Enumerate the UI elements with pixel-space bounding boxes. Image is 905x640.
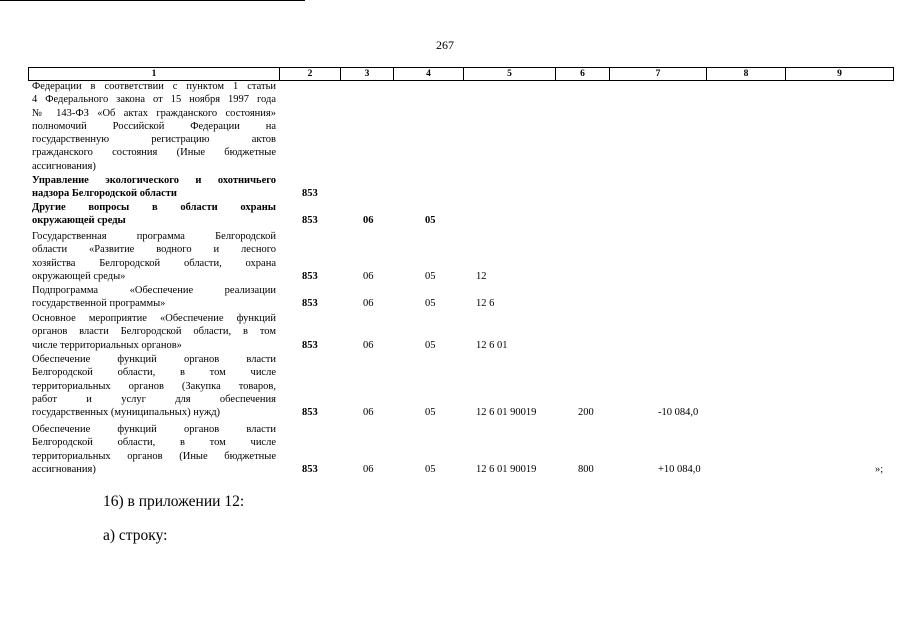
description-line: Белгородской области, в том числе [32, 367, 276, 379]
cell-col-2: 853 [302, 215, 318, 227]
row-description [32, 201, 276, 228]
description-line: хозяйства Белгородской области, охрана [32, 257, 276, 269]
cell-col-2: 853 [302, 407, 318, 419]
description-line: гражданского состояния (Иные бюджетные [32, 147, 276, 159]
cell-col-9: »; [875, 463, 884, 475]
header-col-1: 1 [29, 68, 280, 81]
description-line: ассигнования) [32, 160, 96, 172]
cell-col-3: 06 [363, 463, 374, 475]
description-line: государственную регистрацию актов [32, 134, 276, 146]
cell-col-4: 05 [425, 215, 436, 227]
description-line: государственных (муниципальных) нужд) [32, 407, 221, 419]
description-line: полномочий Российской Федерации на [32, 120, 276, 132]
cell-col-6: 200 [578, 407, 594, 419]
page-number: 267 [436, 38, 454, 52]
cell-col-7: +10 084,0 [658, 463, 701, 475]
description-line: Другие вопросы в области охраны [32, 202, 276, 213]
footer-line-1: 16) в приложении 12: [103, 493, 245, 510]
header-col-3: 3 [341, 68, 394, 81]
cell-col-3: 06 [363, 270, 374, 282]
row-description [32, 284, 276, 311]
cell-col-2: 853 [302, 298, 318, 310]
cell-col-5: 12 6 01 90019 [476, 463, 537, 475]
description-line: ассигнования) [32, 463, 96, 475]
description-line: Белгородской области, в том числе [32, 437, 276, 449]
cell-col-3: 06 [363, 215, 374, 227]
description-line: Обеспечение функций органов власти [32, 424, 276, 435]
row-description [32, 230, 276, 283]
description-line: территориальных органов (Иные бюджетные [32, 450, 276, 462]
header-col-6: 6 [556, 68, 610, 81]
row-description [32, 312, 276, 352]
description-line: Управление экологического и охотничьего [32, 175, 276, 186]
header-col-4: 4 [394, 68, 464, 81]
cell-col-4: 05 [425, 407, 436, 419]
row-description [32, 80, 276, 173]
cell-col-4: 05 [425, 270, 436, 282]
description-line: области «Развитие водного и лесного [32, 244, 276, 256]
cell-col-2: 853 [302, 463, 318, 475]
description-line: окружающей среды [32, 215, 126, 227]
cell-col-7: -10 084,0 [658, 407, 699, 419]
header-col-2: 2 [280, 68, 341, 81]
description-line: Основное мероприятие «Обеспечение функций [32, 313, 276, 324]
footer-line-2: а) строку: [103, 527, 168, 544]
row-description [32, 174, 276, 201]
cell-col-4: 05 [425, 339, 436, 351]
cell-col-4: 05 [425, 463, 436, 475]
description-line: № 143-ФЗ «Об актах гражданского состояния» [32, 107, 276, 119]
cell-col-6: 800 [578, 463, 594, 475]
description-line: территориальных органов (Закупка товаров, [32, 380, 276, 392]
cell-col-5: 12 6 01 [476, 339, 508, 351]
row-description [32, 423, 276, 476]
description-line: органов власти Белгородской области, в том [32, 326, 276, 338]
cell-col-2: 853 [302, 188, 318, 200]
description-line: Обеспечение функций органов власти [32, 354, 276, 365]
cell-col-2: 853 [302, 339, 318, 351]
cell-col-5: 12 6 01 90019 [476, 407, 537, 419]
header-col-8: 8 [707, 68, 786, 81]
description-line: государственной программы» [32, 298, 166, 310]
description-line: 4 Федерального закона от 15 ноября 1997 года [32, 94, 276, 106]
description-line: надзора Белгородской области [32, 188, 177, 200]
description-line: Подпрограмма «Обеспечение реализации [32, 285, 276, 296]
column-header-table [28, 67, 894, 81]
cell-col-5: 12 [476, 270, 487, 282]
row-description [32, 353, 276, 419]
description-line: окружающей среды» [32, 270, 126, 282]
description-line: Федерации в соответствии с пунктом 1 статьи [32, 81, 276, 92]
cell-col-2: 853 [302, 270, 318, 282]
cell-col-3: 06 [363, 407, 374, 419]
top-rule [0, 0, 305, 1]
description-line: числе территориальных органов» [32, 339, 182, 351]
header-col-5: 5 [464, 68, 556, 81]
header-col-9: 9 [786, 68, 894, 81]
cell-col-3: 06 [363, 339, 374, 351]
cell-col-5: 12 6 [476, 298, 495, 310]
header-col-7: 7 [610, 68, 707, 81]
description-line: Государственная программа Белгородской [32, 231, 276, 242]
cell-col-3: 06 [363, 298, 374, 310]
description-line: работ и услуг для обеспечения [32, 393, 276, 405]
cell-col-4: 05 [425, 298, 436, 310]
